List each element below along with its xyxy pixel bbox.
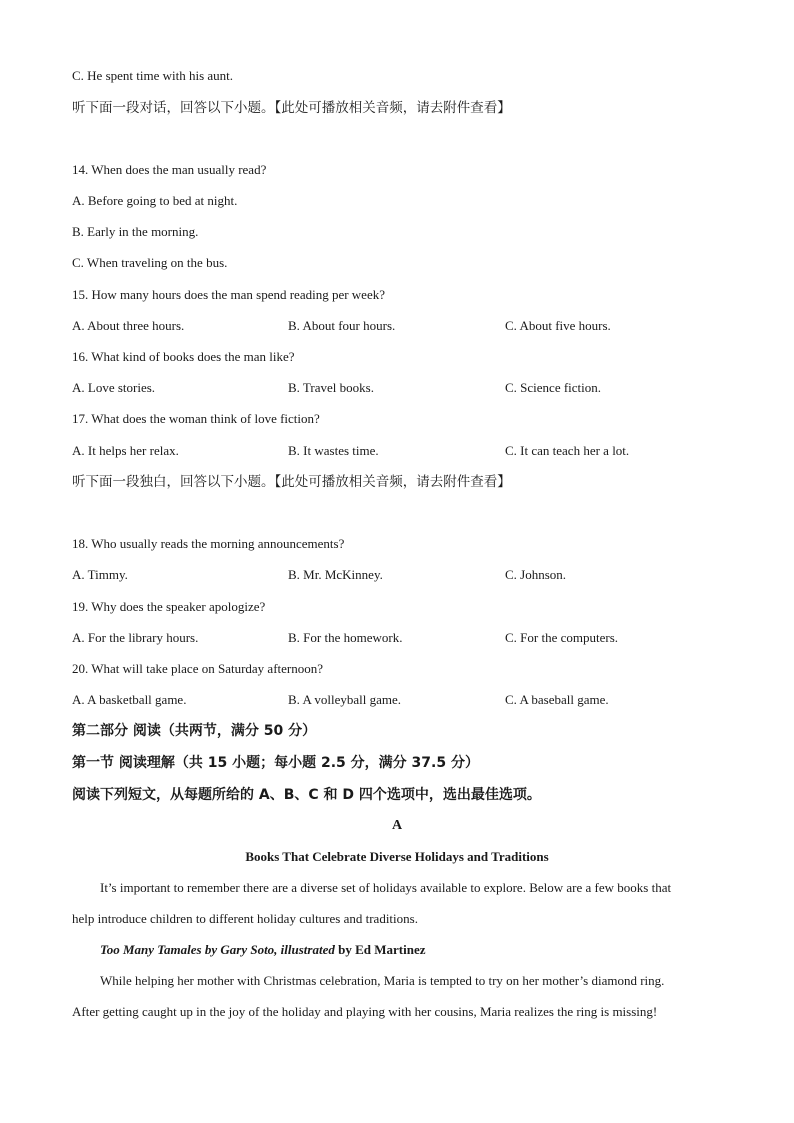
q16-option-b: B. Travel books. [288,380,374,395]
q20-option-c: C. A baseball game. [505,692,609,707]
q14-option-c: C. When traveling on the bus. [72,255,228,270]
q18-question: 18. Who usually reads the morning announcements? [72,536,345,551]
q20-option-b: B. A volleyball game. [288,692,402,707]
q19-question: 19. Why does the speaker apologize? [72,599,266,614]
q17-option-b: B. It wastes time. [288,443,379,458]
q19-option-b: B. For the homework. [288,630,403,645]
q16-question: 16. What kind of books does the man like? [72,349,295,364]
q20-question: 20. What will take place on Saturday afternoon? [72,661,324,676]
monologue-instruction: 听下面一段独白，回答以下小题。【此处可播放相关音频，请去附件查看】 [72,474,511,490]
book-illustrator: by Ed Martinez [334,942,426,957]
q18-option-b: B. Mr. McKinney. [288,567,383,582]
passage-title: Books That Celebrate Diverse Holidays and Traditions [245,849,549,864]
q19-option-c: C. For the computers. [505,630,619,645]
book-summary-line-2: After getting caught up in the joy of the holiday and playing with her cousins, Maria realizes the ring is missing! [72,1004,658,1019]
q15-option-c: C. About five hours. [505,318,611,333]
section-one-title: 第一节 阅读理解（共 15 小题；每小题 2.5 分，满分 37.5 分） [72,755,479,771]
q16-option-a: A. Love stories. [72,380,156,395]
book-title-line [100,942,426,958]
q17-option-c: C. It can teach her a lot. [505,443,630,458]
intro-line-2: help introduce children to different holiday cultures and traditions. [72,911,418,926]
q18-option-c: C. Johnson. [505,567,567,582]
q17-question: 17. What does the woman think of love fiction? [72,411,320,426]
q20-option-a: A. A basketball game. [72,692,187,707]
q18-option-a: A. Timmy. [72,567,128,582]
intro-line-1: It’s important to remember there are a diverse set of holidays available to explore. Below are a few books that [100,880,672,895]
passage-letter: A [391,818,403,833]
q14-option-b: B. Early in the morning. [72,224,199,239]
q13-option-c: C. He spent time with his aunt. [72,68,234,83]
part-two-title: 第二部分 阅读（共两节，满分 50 分） [72,723,317,739]
reading-instruction: 阅读下列短文，从每题所给的 A、B、C 和 D 四个选项中，选出最佳选项。 [72,787,541,803]
q19-option-a: A. For the library hours. [72,630,199,645]
book-summary-line-1: While helping her mother with Christmas celebration, Maria is tempted to try on her mother’s diamond ring. [100,973,665,988]
q15-option-b: B. About four hours. [288,318,396,333]
q17-option-a: A. It helps her relax. [72,443,179,458]
dialog-instruction: 听下面一段对话，回答以下小题。【此处可播放相关音频，请去附件查看】 [72,100,511,116]
q14-option-a: A. Before going to bed at night. [72,193,238,208]
q16-option-c: C. Science fiction. [505,380,602,395]
book-title: Too Many Tamales by Gary Soto, illustrated [100,942,335,957]
q15-option-a: A. About three hours. [72,318,185,333]
q15-question: 15. How many hours does the man spend reading per week? [72,287,385,302]
q14-question: 14. When does the man usually read? [72,162,267,177]
